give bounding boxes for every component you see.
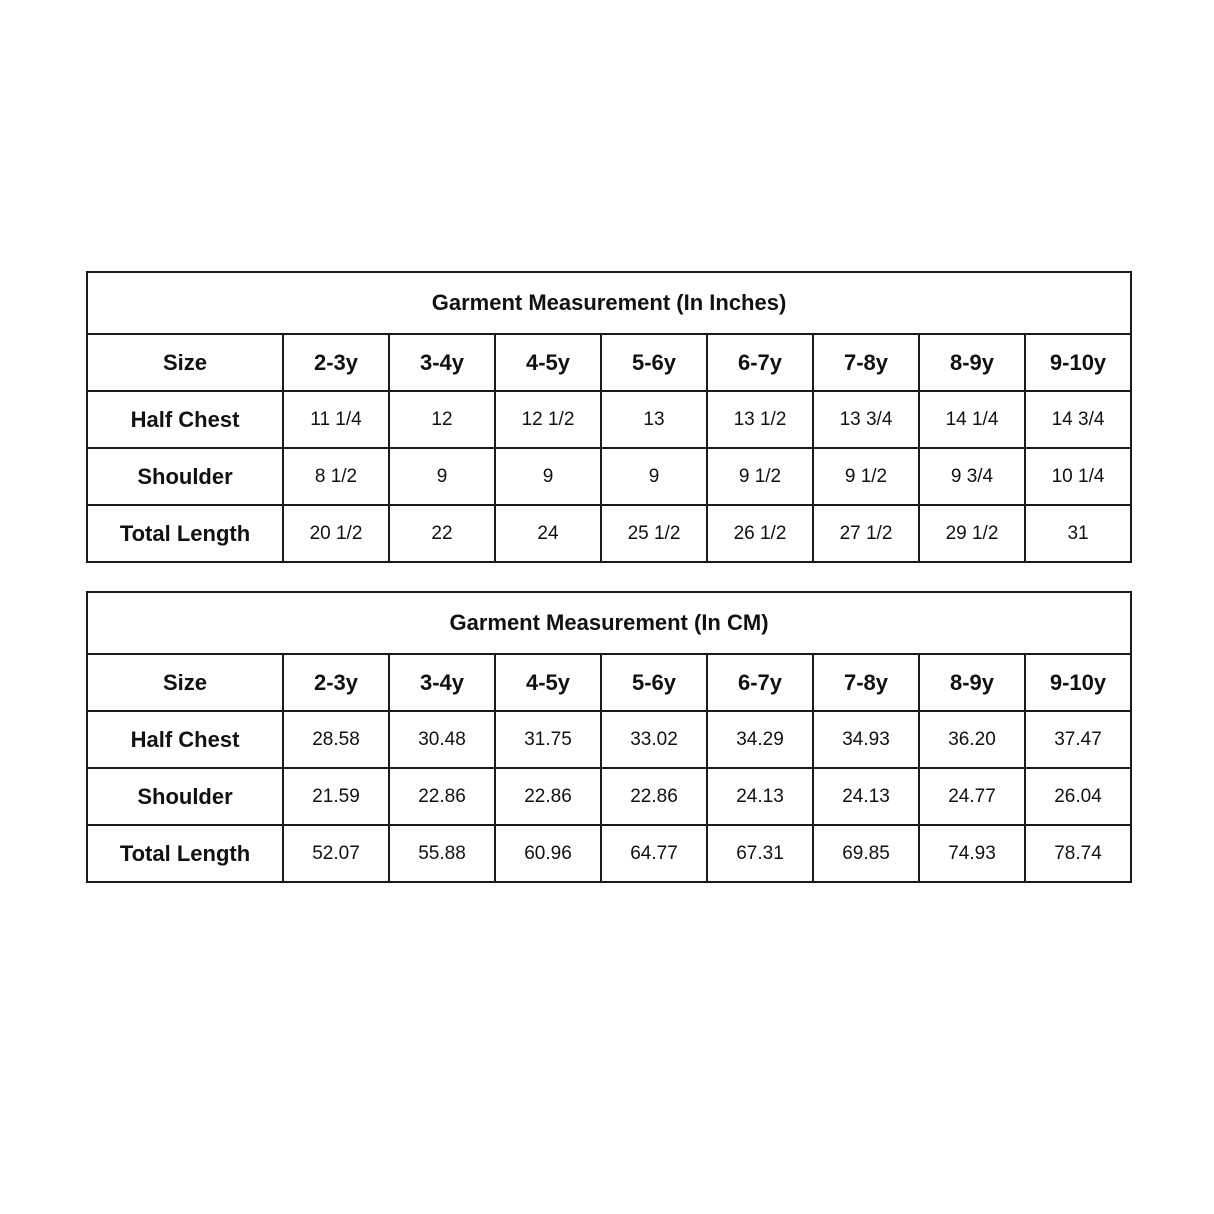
header-cell: 8-9y <box>919 654 1025 711</box>
header-cell: 3-4y <box>389 654 495 711</box>
row-label: Total Length <box>87 505 283 562</box>
table-cell: 31 <box>1025 505 1131 562</box>
row-label: Shoulder <box>87 768 283 825</box>
table-row <box>87 505 1131 562</box>
table-row <box>87 711 1131 768</box>
header-cell: 6-7y <box>707 654 813 711</box>
table-row <box>87 448 1131 505</box>
header-cell: 5-6y <box>601 654 707 711</box>
header-cell: 3-4y <box>389 334 495 391</box>
table-cell: 24.77 <box>919 768 1025 825</box>
table-cell: 20 1/2 <box>283 505 389 562</box>
row-label: Shoulder <box>87 448 283 505</box>
header-cell: 8-9y <box>919 334 1025 391</box>
header-cell: 2-3y <box>283 334 389 391</box>
header-cell: Size <box>87 654 283 711</box>
header-cell: 2-3y <box>283 654 389 711</box>
table-cell: 9 1/2 <box>813 448 919 505</box>
table-cell: 67.31 <box>707 825 813 882</box>
table-row <box>87 391 1131 448</box>
table-cell: 28.58 <box>283 711 389 768</box>
table-cell: 31.75 <box>495 711 601 768</box>
header-cell: 7-8y <box>813 334 919 391</box>
table-cell: 12 1/2 <box>495 391 601 448</box>
table-cell: 24.13 <box>707 768 813 825</box>
row-label: Total Length <box>87 825 283 882</box>
header-cell: 4-5y <box>495 334 601 391</box>
table-cell: 13 3/4 <box>813 391 919 448</box>
table-cell: 21.59 <box>283 768 389 825</box>
header-cell: 9-10y <box>1025 334 1131 391</box>
table-cell: 34.93 <box>813 711 919 768</box>
table-cell: 22.86 <box>495 768 601 825</box>
table-cell: 26.04 <box>1025 768 1131 825</box>
table-cell: 24.13 <box>813 768 919 825</box>
table-cell: 11 1/4 <box>283 391 389 448</box>
table-cell: 78.74 <box>1025 825 1131 882</box>
table-cell: 55.88 <box>389 825 495 882</box>
header-cell: 4-5y <box>495 654 601 711</box>
table-cell: 27 1/2 <box>813 505 919 562</box>
table-cell: 74.93 <box>919 825 1025 882</box>
table-cell: 13 1/2 <box>707 391 813 448</box>
size-chart-inches-table <box>86 271 1132 563</box>
table-cell: 9 <box>495 448 601 505</box>
table-cell: 22.86 <box>389 768 495 825</box>
table-cell: 64.77 <box>601 825 707 882</box>
size-chart-cm-table <box>86 591 1132 883</box>
table-title: Garment Measurement (In CM) <box>87 592 1131 654</box>
table-cell: 30.48 <box>389 711 495 768</box>
table-cell: 33.02 <box>601 711 707 768</box>
table-cell: 69.85 <box>813 825 919 882</box>
table-cell: 26 1/2 <box>707 505 813 562</box>
table-cell: 37.47 <box>1025 711 1131 768</box>
table-cell: 52.07 <box>283 825 389 882</box>
row-label: Half Chest <box>87 391 283 448</box>
header-cell: 9-10y <box>1025 654 1131 711</box>
table-row <box>87 825 1131 882</box>
table-cell: 10 1/4 <box>1025 448 1131 505</box>
table-cell: 14 3/4 <box>1025 391 1131 448</box>
table-header-row <box>87 654 1131 711</box>
header-cell: 5-6y <box>601 334 707 391</box>
header-cell: Size <box>87 334 283 391</box>
table-cell: 22.86 <box>601 768 707 825</box>
table-cell: 9 3/4 <box>919 448 1025 505</box>
table-header-row <box>87 334 1131 391</box>
table-cell: 22 <box>389 505 495 562</box>
table-cell: 12 <box>389 391 495 448</box>
table-title: Garment Measurement (In Inches) <box>87 272 1131 334</box>
table-cell: 9 1/2 <box>707 448 813 505</box>
table-cell: 34.29 <box>707 711 813 768</box>
table-cell: 24 <box>495 505 601 562</box>
table-cell: 9 <box>601 448 707 505</box>
table-cell: 14 1/4 <box>919 391 1025 448</box>
row-label: Half Chest <box>87 711 283 768</box>
table-row <box>87 768 1131 825</box>
table-cell: 29 1/2 <box>919 505 1025 562</box>
table-cell: 60.96 <box>495 825 601 882</box>
table-cell: 13 <box>601 391 707 448</box>
table-cell: 9 <box>389 448 495 505</box>
header-cell: 6-7y <box>707 334 813 391</box>
header-cell: 7-8y <box>813 654 919 711</box>
table-cell: 8 1/2 <box>283 448 389 505</box>
table-cell: 36.20 <box>919 711 1025 768</box>
table-cell: 25 1/2 <box>601 505 707 562</box>
